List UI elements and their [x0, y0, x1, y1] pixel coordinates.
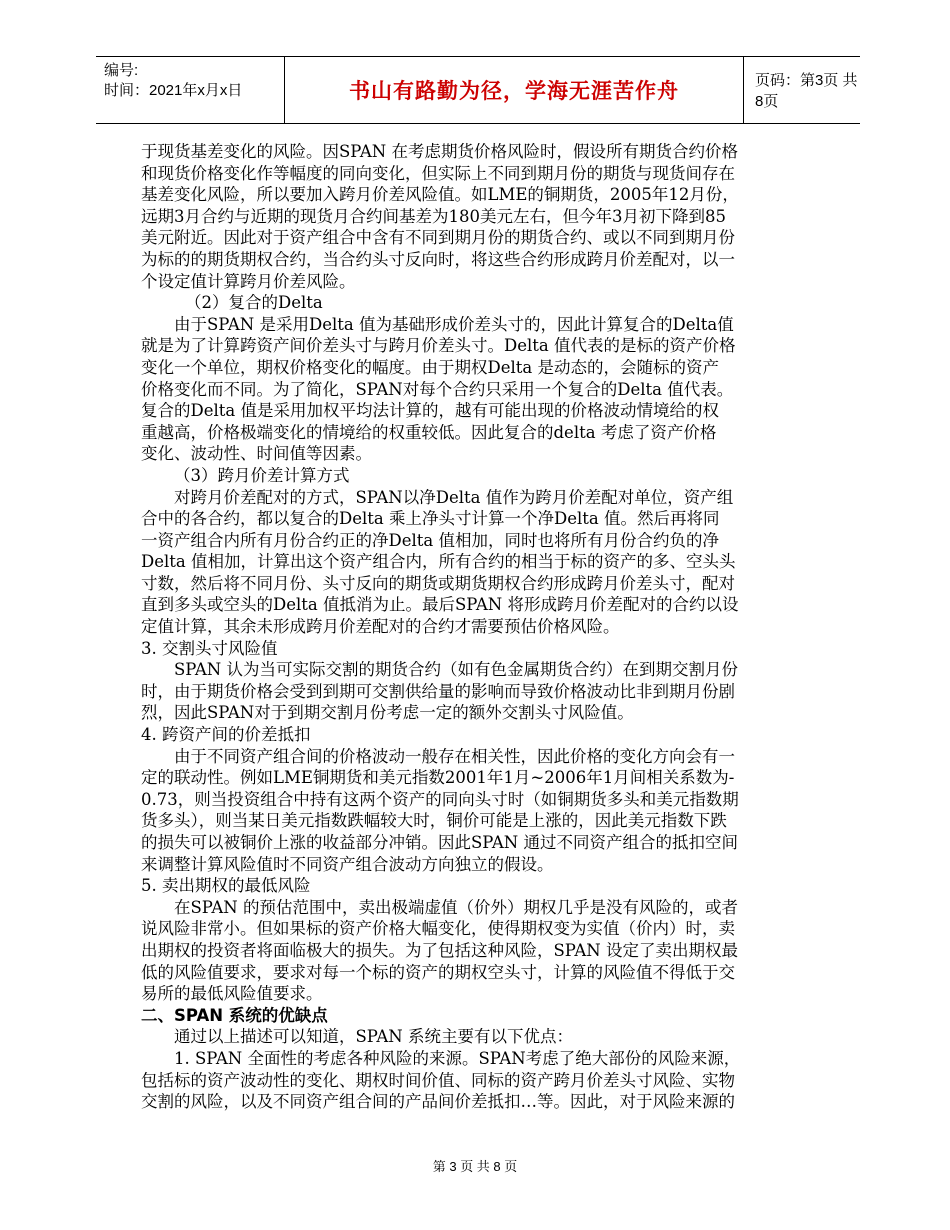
text-line: 定值计算，其余未形成跨月价差配对的合约才需要预估价格风险。 [141, 617, 620, 637]
text-line: （2）复合的Delta [185, 293, 323, 313]
text-line: 1. SPAN 全面性的考虑各种风险的来源。SPAN考虑了绝大部份的风险来源， [174, 1048, 741, 1068]
text-line: （3）跨月价差计算方式 [174, 465, 350, 485]
text-line: 烈，因此SPAN对于到期交割月份考虑一定的额外交割头寸风险值。 [141, 703, 634, 723]
text-line: 价格变化而不同。为了简化，SPAN对每个合约只采用一个复合的Delta 值代表。 [141, 379, 734, 399]
text-line: 货多头），则当某日美元指数跌幅较大时，铜价可能是上涨的，因此美元指数下跌 [141, 811, 727, 831]
header-motto-cell [284, 57, 744, 123]
text-line: SPAN 认为当可实际交割的期货合约（如有色金属期货合约）在到期交割月份 [174, 660, 738, 680]
header-page-info [743, 57, 860, 123]
text-line: 由于SPAN 是采用Delta 值为基础形成价差头寸的，因此计算复合的Delta值 [174, 314, 734, 334]
page-number-label: 页码：第3页 共8页 [755, 72, 858, 110]
text-line: 变化、波动性、时间值等因素。 [141, 444, 372, 464]
text-line: 3. 交割头寸风险值 [141, 638, 278, 658]
text-line: 交割的风险，以及不同资产组合间的产品间价差抵扣…等。因此，对于风险来源的 [141, 1092, 735, 1112]
text-line: 来调整计算风险值时不同资产组合波动方向独立的假设。 [141, 854, 554, 874]
text-line: 变化一个单位，期权价格变化的幅度。由于期权Delta 是动态的，会随标的资产 [141, 357, 719, 377]
text-line: 包括标的资产波动性的变化、期权时间价值、同标的资产跨月价差头寸风险、实物 [141, 1070, 735, 1090]
text-line: 的损失可以被铜价上涨的收益部分冲销。因此SPAN 通过不同资产组合的抵扣空间 [141, 833, 738, 852]
text-line: 对跨月价差配对的方式，SPAN以净Delta 值作为跨月价差配对单位，资产组 [174, 487, 734, 507]
text-line: 二、SPAN 系统的优缺点 [141, 1005, 328, 1025]
text-line: 复合的Delta 值是采用加权平均法计算的，越有可能出现的价格波动情境给的权 [141, 401, 719, 421]
text-line: 美元附近。因此对于资产组合中含有不同到期月份的期货合约、或以不同到期月份 [141, 228, 735, 248]
text-line: 个设定值计算跨月价差风险。 [141, 271, 356, 291]
text-line: 由于不同资产组合间的价格波动一般存在相关性，因此价格的变化方向会有一 [174, 746, 735, 766]
text-line: 5. 卖出期权的最低风险 [141, 876, 311, 896]
text-line: 时，由于期货价格会受到到期可交割供给量的影响而导致价格波动比非到期月份剧 [141, 681, 735, 701]
document-number-label: 编号: [104, 62, 139, 79]
text-line: 于现货基差变化的风险。因SPAN 在考虑期货价格风险时，假设所有期货合约价格 [141, 142, 738, 161]
text-line: 为标的的期货期权合约，当合约头寸反向时，将这些合约形成跨月价差配对，以一 [141, 249, 735, 269]
text-line: 定的联动性。例如LME铜期货和美元指数2001年1月~2006年1月间相关系数为- [141, 768, 735, 788]
text-line: 寸数，然后将不同月份、头寸反向的期货或期货期权合约形成跨月价差头寸，配对 [141, 573, 735, 593]
text-line: 就是为了计算跨资产间价差头寸与跨月价差头寸。Delta 值代表的是标的资产价格 [141, 336, 736, 356]
text-line: 4. 跨资产间的价差抵扣 [141, 725, 311, 745]
document-date: 时间：2021年x月x日 [104, 82, 243, 99]
text-line: 基差变化风险，所以要加入跨月价差风险值。如LME的铜期货，2005年12月份， [141, 185, 739, 205]
text-line: 远期3月合约与近期的现货月合约间基差为180美元左右，但今年3月初下降到85 [141, 206, 726, 226]
document-body [141, 141, 821, 1113]
page-footer: 第 3 页 共 8 页 [432, 1159, 518, 1174]
text-line: 和现货价格变化作等幅度的同向变化，但实际上不同到期月份的期货与现货间存在 [141, 163, 735, 183]
page-header [96, 56, 860, 124]
text-line: Delta 值相加，计算出这个资产组合内，所有合约的相当于标的资产的多、空头头 [141, 552, 736, 572]
text-line: 直到多头或空头的Delta 值抵消为止。最后SPAN 将形成跨月价差配对的合约以设 [141, 595, 739, 615]
header-info [96, 57, 284, 123]
text-line: 0.73，则当投资组合中持有这两个资产的同向头寸时（如铜期货多头和美元指数期 [141, 789, 739, 809]
text-line: 一资产组合内所有月份合约正的净Delta 值相加，同时也将所有月份合约负的净 [141, 530, 719, 550]
text-line: 重越高，价格极端变化的情境给的权重较低。因此复合的delta 考虑了资产价格 [141, 422, 717, 442]
text-line: 在SPAN 的预估范围中，卖出极端虚值（价外）期权几乎是没有风险的，或者 [174, 897, 738, 917]
text-line: 说风险非常小。但如果标的资产价格大幅变化，使得期权变为实值（价内）时，卖 [141, 919, 735, 939]
text-line: 低的风险值要求，要求对每一个标的资产的期权空头寸，计算的风险值不得低于交 [141, 962, 735, 982]
text-line: 出期权的投资者将面临极大的损失。为了包括这种风险，SPAN 设定了卖出期权最 [141, 940, 738, 960]
text-line: 合中的各合约，都以复合的Delta 乘上净头寸计算一个净Delta 值。然后再将同 [141, 509, 720, 529]
text-line: 易所的最低风险值要求。 [141, 984, 323, 1004]
header-motto: 书山有路勤为径，学海无涯苦作舟 [349, 79, 679, 103]
text-line: 通过以上描述可以知道，SPAN 系统主要有以下优点： [174, 1027, 573, 1047]
